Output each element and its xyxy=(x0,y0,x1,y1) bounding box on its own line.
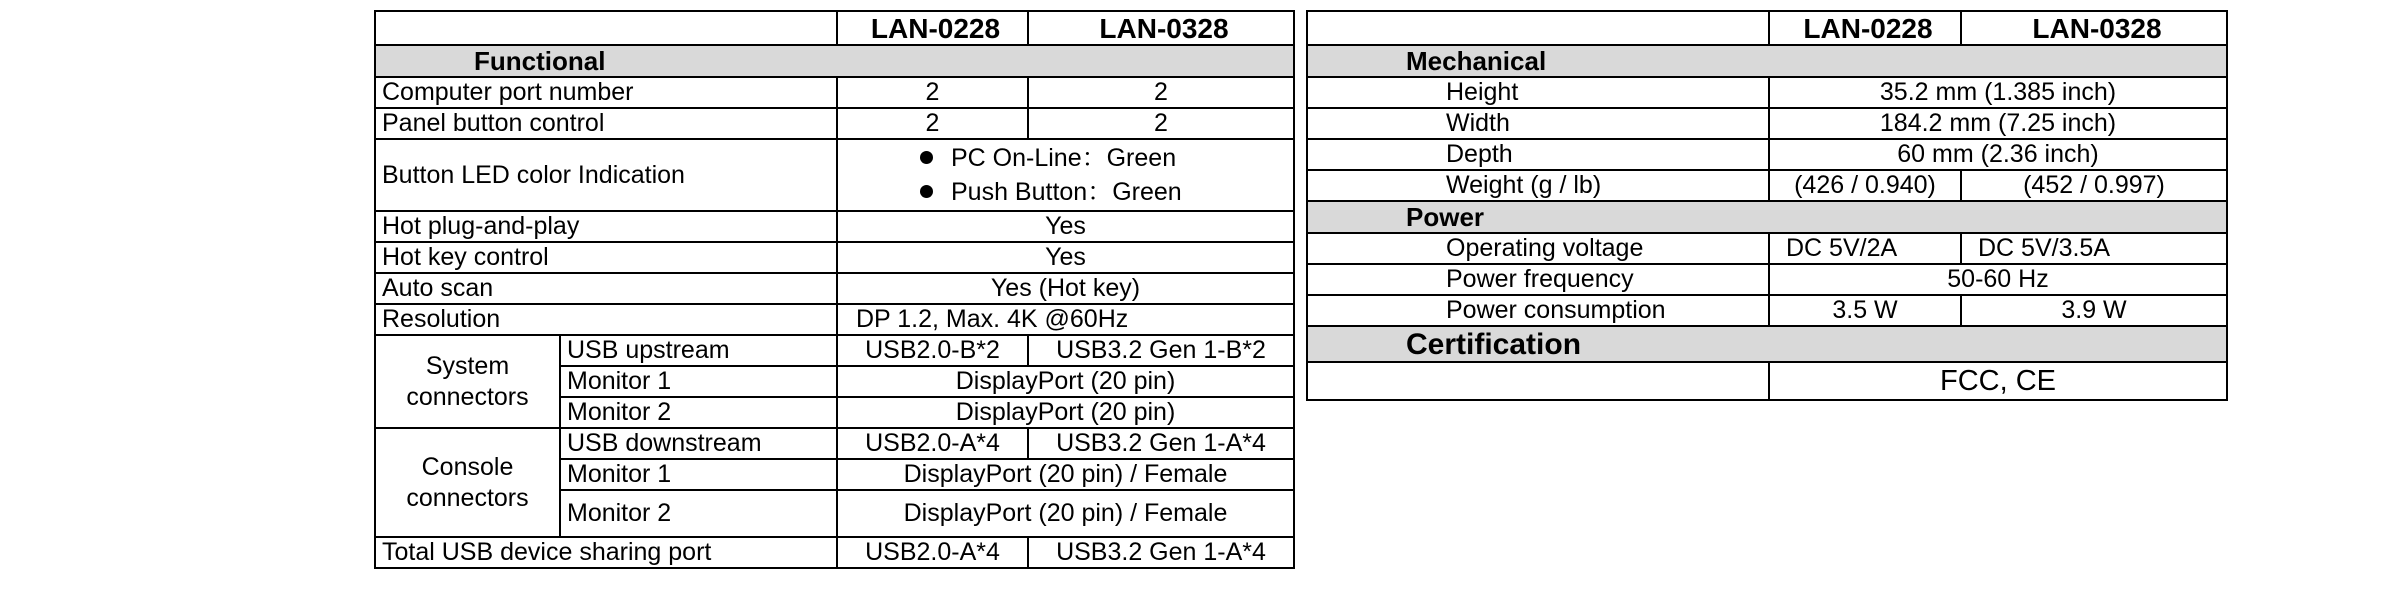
cell-value: 2 xyxy=(1028,77,1294,108)
list-item xyxy=(838,175,1293,209)
group-console-connectors: Console connectors xyxy=(375,428,560,537)
table-row xyxy=(1307,295,2227,326)
bullet-icon xyxy=(920,185,933,198)
cell-value: 2 xyxy=(1028,108,1294,139)
cell-value: 3.9 W xyxy=(1961,295,2227,326)
cell-value: 60 mm (2.36 inch) xyxy=(1769,139,2227,170)
led-indication-cell xyxy=(837,139,1294,211)
row-label: Hot plug-and-play xyxy=(375,211,837,242)
cell-value: 50-60 Hz xyxy=(1769,264,2227,295)
row-label: USB upstream xyxy=(560,335,837,366)
cell-value: (452 / 0.997) xyxy=(1961,170,2227,201)
table-row xyxy=(1307,108,2227,139)
cell-value: DP 1.2, Max. 4K @60Hz xyxy=(837,304,1294,335)
section-certification xyxy=(1307,326,2227,362)
cell-value: Yes (Hot key) xyxy=(837,273,1294,304)
row-label: Power frequency xyxy=(1307,264,1769,295)
table-row xyxy=(375,108,1294,139)
section-title: Functional xyxy=(375,45,1294,77)
table-row xyxy=(1307,139,2227,170)
certification-value: FCC, CE xyxy=(1769,362,2227,400)
cell-value: USB3.2 Gen 1-B*2 xyxy=(1028,335,1294,366)
row-label: Monitor 2 xyxy=(560,397,837,428)
row-label: Height xyxy=(1307,77,1769,108)
row-label: Power consumption xyxy=(1307,295,1769,326)
table-row xyxy=(375,537,1294,568)
section-title: Certification xyxy=(1307,326,2227,362)
row-label: Weight (g / lb) xyxy=(1307,170,1769,201)
table-row xyxy=(375,304,1294,335)
led-line: PC On-Line：Green xyxy=(951,144,1177,172)
row-label: Button LED color Indication xyxy=(375,139,837,211)
led-line: Push Button：Green xyxy=(951,178,1182,206)
row-label: Width xyxy=(1307,108,1769,139)
cell-value: USB3.2 Gen 1-A*4 xyxy=(1028,537,1294,568)
row-label: Monitor 1 xyxy=(560,459,837,490)
cell-value: 2 xyxy=(837,108,1028,139)
model-header-lan-0328: LAN-0328 xyxy=(1961,11,2227,45)
row-label: Resolution xyxy=(375,304,837,335)
row-label: Total USB device sharing port xyxy=(375,537,837,568)
table-row xyxy=(375,273,1294,304)
cell-value: 2 xyxy=(837,77,1028,108)
cell-value: USB2.0-A*4 xyxy=(837,537,1028,568)
header-row xyxy=(375,11,1294,45)
row-label: Panel button control xyxy=(375,108,837,139)
cell-value: DisplayPort (20 pin) / Female xyxy=(837,459,1294,490)
cell-value: DisplayPort (20 pin) xyxy=(837,366,1294,397)
section-mechanical xyxy=(1307,45,2227,77)
functional-spec-table xyxy=(374,10,1295,569)
row-label: USB downstream xyxy=(560,428,837,459)
row-label: Auto scan xyxy=(375,273,837,304)
cert-blank-cell xyxy=(1307,362,1769,400)
row-label: Operating voltage xyxy=(1307,233,1769,264)
table-row xyxy=(375,335,1294,366)
cell-value: 35.2 mm (1.385 inch) xyxy=(1769,77,2227,108)
table-row xyxy=(375,77,1294,108)
cell-value: DC 5V/2A xyxy=(1769,233,1961,264)
row-label: Computer port number xyxy=(375,77,837,108)
cell-value: USB2.0-A*4 xyxy=(837,428,1028,459)
table-row xyxy=(375,242,1294,273)
header-blank-cell xyxy=(375,11,837,45)
cell-value: Yes xyxy=(837,242,1294,273)
row-label: Hot key control xyxy=(375,242,837,273)
section-functional xyxy=(375,45,1294,77)
row-label: Monitor 2 xyxy=(560,490,837,537)
cell-value: DC 5V/3.5A xyxy=(1961,233,2227,264)
section-title: Mechanical xyxy=(1307,45,2227,77)
cell-value: (426 / 0.940) xyxy=(1769,170,1961,201)
section-power xyxy=(1307,201,2227,233)
table-row xyxy=(375,428,1294,459)
bullet-icon xyxy=(920,151,933,164)
table-row xyxy=(1307,362,2227,400)
group-system-connectors: System connectors xyxy=(375,335,560,428)
row-label: Depth xyxy=(1307,139,1769,170)
header-blank-cell xyxy=(1307,11,1769,45)
row-label: Monitor 1 xyxy=(560,366,837,397)
table-row xyxy=(1307,170,2227,201)
cell-value: USB2.0-B*2 xyxy=(837,335,1028,366)
section-title: Power xyxy=(1307,201,2227,233)
table-row xyxy=(375,211,1294,242)
cell-value: 184.2 mm (7.25 inch) xyxy=(1769,108,2227,139)
model-header-lan-0228: LAN-0228 xyxy=(837,11,1028,45)
table-row xyxy=(1307,233,2227,264)
cell-value: 3.5 W xyxy=(1769,295,1961,326)
model-header-lan-0328: LAN-0328 xyxy=(1028,11,1294,45)
table-row xyxy=(375,139,1294,211)
cell-value: USB3.2 Gen 1-A*4 xyxy=(1028,428,1294,459)
mechanical-power-spec-table xyxy=(1306,10,2228,401)
table-row xyxy=(1307,264,2227,295)
cell-value: Yes xyxy=(837,211,1294,242)
table-row xyxy=(1307,77,2227,108)
header-row xyxy=(1307,11,2227,45)
cell-value: DisplayPort (20 pin) xyxy=(837,397,1294,428)
cell-value: DisplayPort (20 pin) / Female xyxy=(837,490,1294,537)
list-item xyxy=(838,141,1293,175)
model-header-lan-0228: LAN-0228 xyxy=(1769,11,1961,45)
